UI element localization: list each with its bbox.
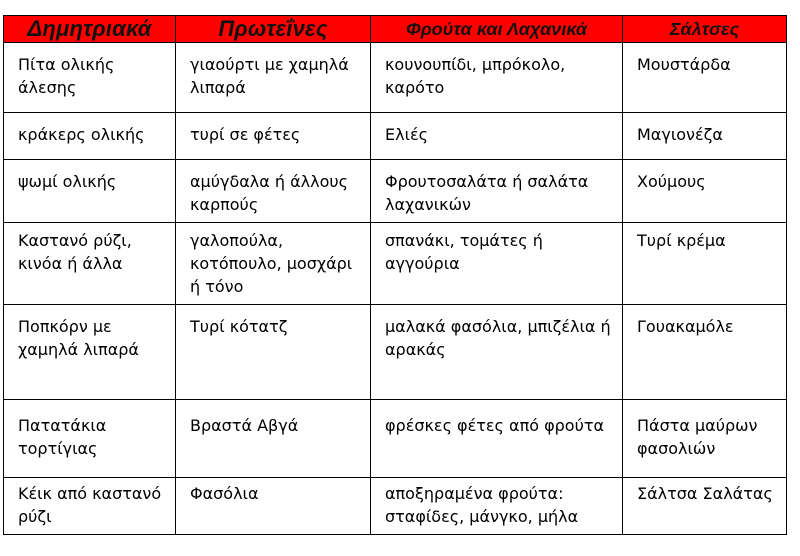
table-cell: Τυρί κότατζ [176, 305, 371, 400]
table-cell: Καστανό ρύζι, κινόα ή άλλα [4, 223, 176, 305]
table-cell: σπανάκι, τομάτες ή αγγούρια [371, 223, 623, 305]
table-cell: Βραστά Αβγά [176, 400, 371, 478]
header-row [4, 16, 787, 43]
table-cell: Γουακαμόλε [623, 305, 787, 400]
food-groups-table [3, 15, 787, 535]
table-cell: Κέικ από καστανό ρύζι [4, 478, 176, 535]
table-cell: γιαούρτι με χαμηλά λιπαρά [176, 43, 371, 113]
table-row [4, 223, 787, 305]
table-cell: Μαγιονέζα [623, 113, 787, 160]
table-row [4, 43, 787, 113]
table-row [4, 400, 787, 478]
table-cell: φρέσκες φέτες από φρούτα [371, 400, 623, 478]
table-row [4, 113, 787, 160]
table-cell: μαλακά φασόλια, μπιζέλια ή αρακάς [371, 305, 623, 400]
table-cell: Χούμους [623, 160, 787, 223]
header-proteins: Πρωτεΐνες [176, 16, 371, 43]
table-cell: Πάστα μαύρων φασολιών [623, 400, 787, 478]
table-cell: αποξηραμένα φρούτα: σταφίδες, μάνγκο, μήλα [371, 478, 623, 535]
table-cell: Φρουτοσαλάτα ή σαλάτα λαχανικών [371, 160, 623, 223]
table-cell: Φασόλια [176, 478, 371, 535]
table-cell: Μουστάρδα [623, 43, 787, 113]
table-row [4, 160, 787, 223]
table-cell: γαλοπούλα, κοτόπουλο, μοσχάρι ή τόνο [176, 223, 371, 305]
table-cell: κράκερς ολικής [4, 113, 176, 160]
table-cell: τυρί σε φέτες [176, 113, 371, 160]
table-cell: αμύγδαλα ή άλλους καρπούς [176, 160, 371, 223]
header-fruits-vegetables: Φρούτα και Λαχανικά [371, 16, 623, 43]
table-cell: Ελιές [371, 113, 623, 160]
table-cell: Πατατάκια τορτίγιας [4, 400, 176, 478]
header-grains: Δημητριακά [4, 16, 176, 43]
table-row [4, 478, 787, 535]
table-row [4, 305, 787, 400]
table-cell: κουνουπίδι, μπρόκολο, καρότο [371, 43, 623, 113]
table-cell: Σάλτσα Σαλάτας [623, 478, 787, 535]
table-cell: Ποπκόρν με χαμηλά λιπαρά [4, 305, 176, 400]
table-cell: ψωμί ολικής [4, 160, 176, 223]
table-cell: Πίτα ολικής άλεσης [4, 43, 176, 113]
table-cell: Τυρί κρέμα [623, 223, 787, 305]
header-sauces: Σάλτσες [623, 16, 787, 43]
